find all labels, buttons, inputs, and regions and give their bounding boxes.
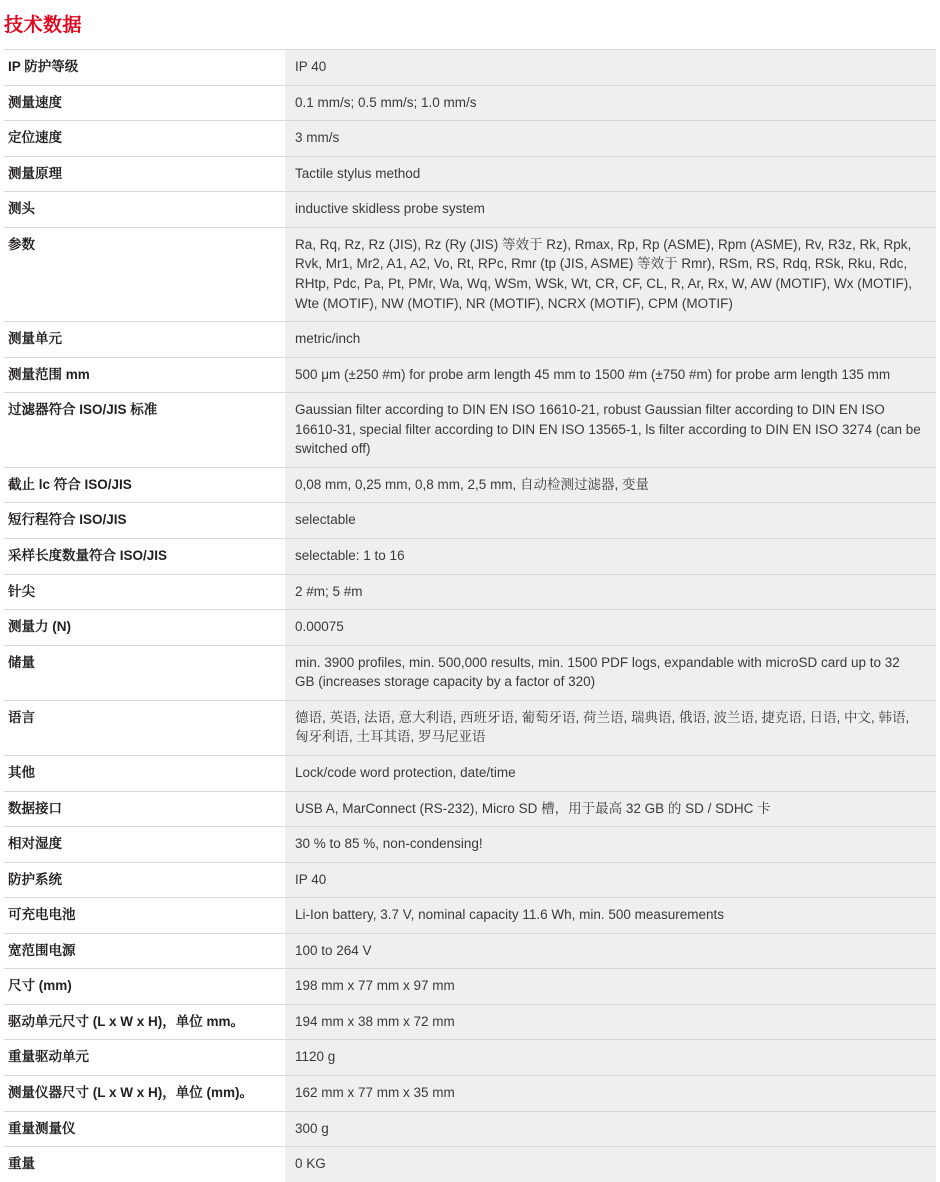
table-row [4, 1004, 936, 1040]
table-row [4, 791, 936, 827]
table-row [4, 192, 936, 228]
table-row [4, 1147, 936, 1182]
row-value: 500 μm (±250 #m) for probe arm length 45 mm to 1500 #m (±750 #m) for probe arm length 135 mm [285, 357, 936, 393]
technical-data-table [4, 49, 936, 1182]
row-value: Lock/code word protection, date/time [285, 755, 936, 791]
row-value: 3 mm/s [285, 121, 936, 157]
row-value: 1120 g [285, 1040, 936, 1076]
row-label: 测量单元 [4, 322, 285, 358]
table-row [4, 862, 936, 898]
row-label: 储量 [4, 645, 285, 700]
row-label: 测量原理 [4, 156, 285, 192]
row-value: 162 mm x 77 mm x 35 mm [285, 1076, 936, 1112]
row-value: Ra, Rq, Rz, Rz (JIS), Rz (Ry (JIS) 等效于 Rz), Rmax, Rp, Rp (ASME), Rpm (ASME), Rv, R3z, Rk, Rpk, Rvk, Mr1, Mr2, A1, A2, Vo, Rt, RPc, Rmr (tp (JIS, ASME) 等效于 Rmr), RSm, RS, Rdq, RSk, Rku, Rdc, RHtp, Pdc, Pa, Pt, PMr, Wa, Wq, WSm, WSk, Wt, CR, CF, CL, R, Ar, Rx, W, AW (MOTIF), Wx (MOTIF), Wte (MOTIF), NW (MOTIF), NR (MOTIF), NCRX (MOTIF), CPM (MOTIF) [285, 227, 936, 321]
row-label: 测量速度 [4, 85, 285, 121]
row-value: USB A, MarConnect (RS-232), Micro SD 槽，用于最高 32 GB 的 SD / SDHC 卡 [285, 791, 936, 827]
row-value: selectable [285, 503, 936, 539]
table-row [4, 50, 936, 86]
table-row [4, 933, 936, 969]
row-label: 测量力 (N) [4, 610, 285, 646]
row-value: Li-Ion battery, 3.7 V, nominal capacity 11.6 Wh, min. 500 measurements [285, 898, 936, 934]
row-label: 语言 [4, 700, 285, 755]
table-row [4, 357, 936, 393]
table-row [4, 1040, 936, 1076]
row-label: 针尖 [4, 574, 285, 610]
row-value: inductive skidless probe system [285, 192, 936, 228]
row-label: 相对湿度 [4, 827, 285, 863]
table-row [4, 467, 936, 503]
row-value: 100 to 264 V [285, 933, 936, 969]
row-value: Tactile stylus method [285, 156, 936, 192]
row-value: min. 3900 profiles, min. 500,000 results, min. 1500 PDF logs, expandable with microSD card up to 32 GB (increases storage capacity by a factor of 320) [285, 645, 936, 700]
table-row [4, 1076, 936, 1112]
row-label: 尺寸 (mm) [4, 969, 285, 1005]
table-row [4, 969, 936, 1005]
row-value: 0,08 mm, 0,25 mm, 0,8 mm, 2,5 mm, 自动检测过滤器, 变量 [285, 467, 936, 503]
row-label: 重量测量仪 [4, 1111, 285, 1147]
table-row [4, 700, 936, 755]
row-value: metric/inch [285, 322, 936, 358]
table-row [4, 121, 936, 157]
table-row [4, 227, 936, 321]
row-value: 194 mm x 38 mm x 72 mm [285, 1004, 936, 1040]
table-body [4, 50, 936, 1182]
row-label: 驱动单元尺寸 (L x W x H)，单位 mm。 [4, 1004, 285, 1040]
row-label: 防护系统 [4, 862, 285, 898]
technical-data-page [0, 10, 940, 1182]
row-label: 过滤器符合 ISO/JIS 标准 [4, 393, 285, 468]
row-label: IP 防护等级 [4, 50, 285, 86]
table-row [4, 156, 936, 192]
row-label: 重量驱动单元 [4, 1040, 285, 1076]
table-row [4, 393, 936, 468]
row-value: 德语, 英语, 法语, 意大利语, 西班牙语, 葡萄牙语, 荷兰语, 瑞典语, 俄语, 波兰语, 捷克语, 日语, 中文, 韩语, 匈牙利语, 土耳其语, 罗马尼亚语 [285, 700, 936, 755]
table-row [4, 755, 936, 791]
row-value: 0.1 mm/s; 0.5 mm/s; 1.0 mm/s [285, 85, 936, 121]
row-value: 2 #m; 5 #m [285, 574, 936, 610]
row-label: 定位速度 [4, 121, 285, 157]
row-label: 参数 [4, 227, 285, 321]
row-label: 重量 [4, 1147, 285, 1182]
row-label: 数据接口 [4, 791, 285, 827]
table-row [4, 322, 936, 358]
page-title: 技术数据 [4, 15, 83, 36]
row-label: 短行程符合 ISO/JIS [4, 503, 285, 539]
row-label: 宽范围电源 [4, 933, 285, 969]
table-row [4, 827, 936, 863]
table-row [4, 539, 936, 575]
row-label: 可充电电池 [4, 898, 285, 934]
row-value: 0.00075 [285, 610, 936, 646]
row-label: 测头 [4, 192, 285, 228]
table-row [4, 574, 936, 610]
row-value: IP 40 [285, 50, 936, 86]
row-label: 测量仪器尺寸 (L x W x H)，单位 (mm)。 [4, 1076, 285, 1112]
row-value: 198 mm x 77 mm x 97 mm [285, 969, 936, 1005]
table-row [4, 85, 936, 121]
row-label: 其他 [4, 755, 285, 791]
row-label: 采样长度数量符合 ISO/JIS [4, 539, 285, 575]
row-label: 测量范围 mm [4, 357, 285, 393]
table-row [4, 898, 936, 934]
row-value: 0 KG [285, 1147, 936, 1182]
row-value: IP 40 [285, 862, 936, 898]
table-row [4, 610, 936, 646]
table-row [4, 1111, 936, 1147]
row-value: Gaussian filter according to DIN EN ISO 16610-21, robust Gaussian filter according to DIN EN ISO 16610-31, special filter according to DIN EN ISO 13565-1, ls filter according to DIN EN ISO 3274 (can be switched off) [285, 393, 936, 468]
row-value: 30 % to 85 %, non-condensing! [285, 827, 936, 863]
row-value: 300 g [285, 1111, 936, 1147]
table-row [4, 645, 936, 700]
table-row [4, 503, 936, 539]
row-label: 截止 lc 符合 ISO/JIS [4, 467, 285, 503]
row-value: selectable: 1 to 16 [285, 539, 936, 575]
